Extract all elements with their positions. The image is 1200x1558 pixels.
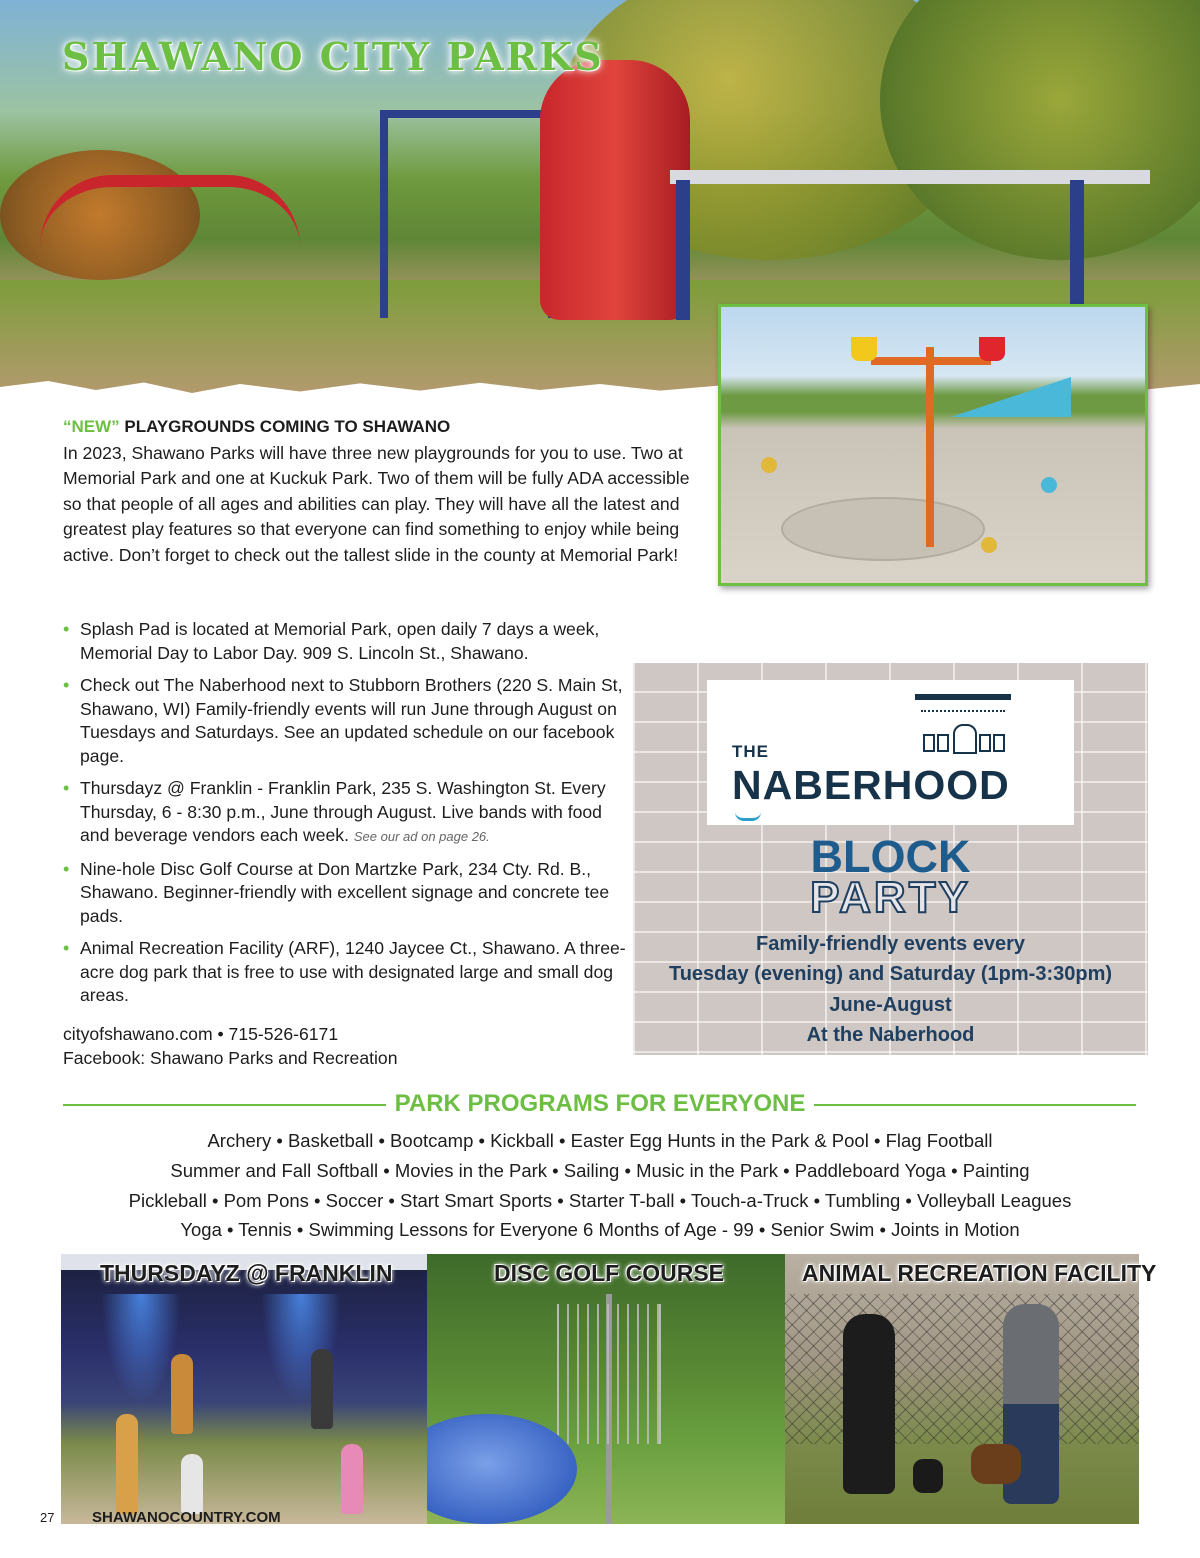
playgrounds-paragraph: In 2023, Shawano Parks will have three new playgrounds for you to use. Two at Memorial Park and one at Kuckuk Park. Two of them will be fully ADA accessible so that people of all ages and abilities can play. They will have all the latest and greatest play features so that everyone can find something to enjoy while being active. Don’t forget to check out the tallest slide in the county at Memorial Park! xyxy=(63,443,690,565)
building-icon xyxy=(915,694,1011,752)
programs-title: PARK PROGRAMS FOR EVERYONE xyxy=(394,1090,806,1117)
list-item: • Nine-hole Disc Golf Course at Don Martzke Park, 234 Cty. Rd. B., Shawano. Beginner-friendly with excellent signage and concrete tee pads. xyxy=(63,858,633,929)
park-facilities-list xyxy=(63,618,633,1017)
list-item: • Animal Recreation Facility (ARF), 1240 Jaycee Ct., Shawano. A three-acre dog park that is free to use with designated large and small dog areas. xyxy=(63,937,633,1008)
photo-label-thursdayz: THURSDAYZ @ FRANKLIN xyxy=(100,1260,393,1286)
dog-park-photo xyxy=(785,1254,1139,1524)
naberhood-logo xyxy=(707,680,1074,825)
party-word: PARTY xyxy=(810,873,971,922)
ad-reference-note: See our ad on page 26. xyxy=(353,829,490,844)
wave-icon xyxy=(735,812,761,821)
party-line-4: At the Naberhood xyxy=(806,1024,975,1046)
list-item: • Thursdayz @ Franklin - Franklin Park, 235 S. Washington St. Every Thursday, 6 - 8:30 p.m., June through August. Live bands with food and beverage vendors each week. See our ad on page 26. xyxy=(63,777,633,849)
heading-text: PLAYGROUNDS COMING TO SHAWANO xyxy=(119,417,451,436)
party-line-3: June-August xyxy=(829,994,952,1016)
dog-icon xyxy=(913,1459,943,1493)
list-item: • Check out The Naberhood next to Stubborn Brothers (220 S. Main St, Shawano, WI) Family-friendly events will run June through August on Tuesdays and Saturdays. See an updated schedule on our facebook page. xyxy=(63,674,633,768)
playgrounds-heading xyxy=(63,417,450,437)
disc-golf-photo xyxy=(427,1254,785,1524)
party-line-1: Family-friendly events every xyxy=(755,933,1025,955)
programs-line: Pickleball • Pom Pons • Soccer • Start Smart Sports • Starter T-ball • Touch-a-Truck • Tumbling • Volleyball Leagues xyxy=(128,1190,1072,1211)
thursdayz-concert-photo xyxy=(61,1254,427,1524)
frisbee-icon xyxy=(427,1414,577,1524)
heading-accent: “NEW” xyxy=(63,417,120,436)
logo-the: THE xyxy=(732,742,769,761)
programs-line: Summer and Fall Softball • Movies in the Park • Sailing • Music in the Park • Paddleboard Yoga • Painting xyxy=(170,1160,1030,1181)
logo-naberhood: NABERHOOD xyxy=(732,762,1010,808)
list-item: • Splash Pad is located at Memorial Park, open daily 7 days a week, Memorial Day to Labor Day. 909 S. Lincoln St., Shawano. xyxy=(63,618,633,665)
programs-line: Yoga • Tennis • Swimming Lessons for Everyone 6 Months of Age - 99 • Senior Swim • Joints in Motion xyxy=(180,1219,1020,1240)
splash-pad-photo xyxy=(718,304,1148,586)
block-party-ad xyxy=(633,663,1148,1055)
website-phone[interactable]: cityofshawano.com • 715-526-6171 xyxy=(63,1024,339,1044)
photo-label-disc-golf: DISC GOLF COURSE xyxy=(494,1260,725,1286)
party-line-2: Tuesday (evening) and Saturday (1pm-3:30pm) xyxy=(668,963,1113,985)
footer-website[interactable]: SHAWANOCOUNTRY.COM xyxy=(92,1509,281,1526)
programs-line: Archery • Basketball • Bootcamp • Kickball • Easter Egg Hunts in the Park & Pool • Flag Football xyxy=(207,1130,993,1151)
page-title: SHAWANO CITY PARKS xyxy=(62,34,604,79)
contact-info xyxy=(63,1022,397,1070)
block-word: BLOCK xyxy=(810,831,971,882)
photo-label-animal-recreation: ANIMAL RECREATION FACILITY xyxy=(802,1260,1157,1286)
facebook-page[interactable]: Facebook: Shawano Parks and Recreation xyxy=(63,1048,398,1068)
dog-icon xyxy=(971,1444,1021,1484)
page-number: 27 xyxy=(40,1510,55,1525)
